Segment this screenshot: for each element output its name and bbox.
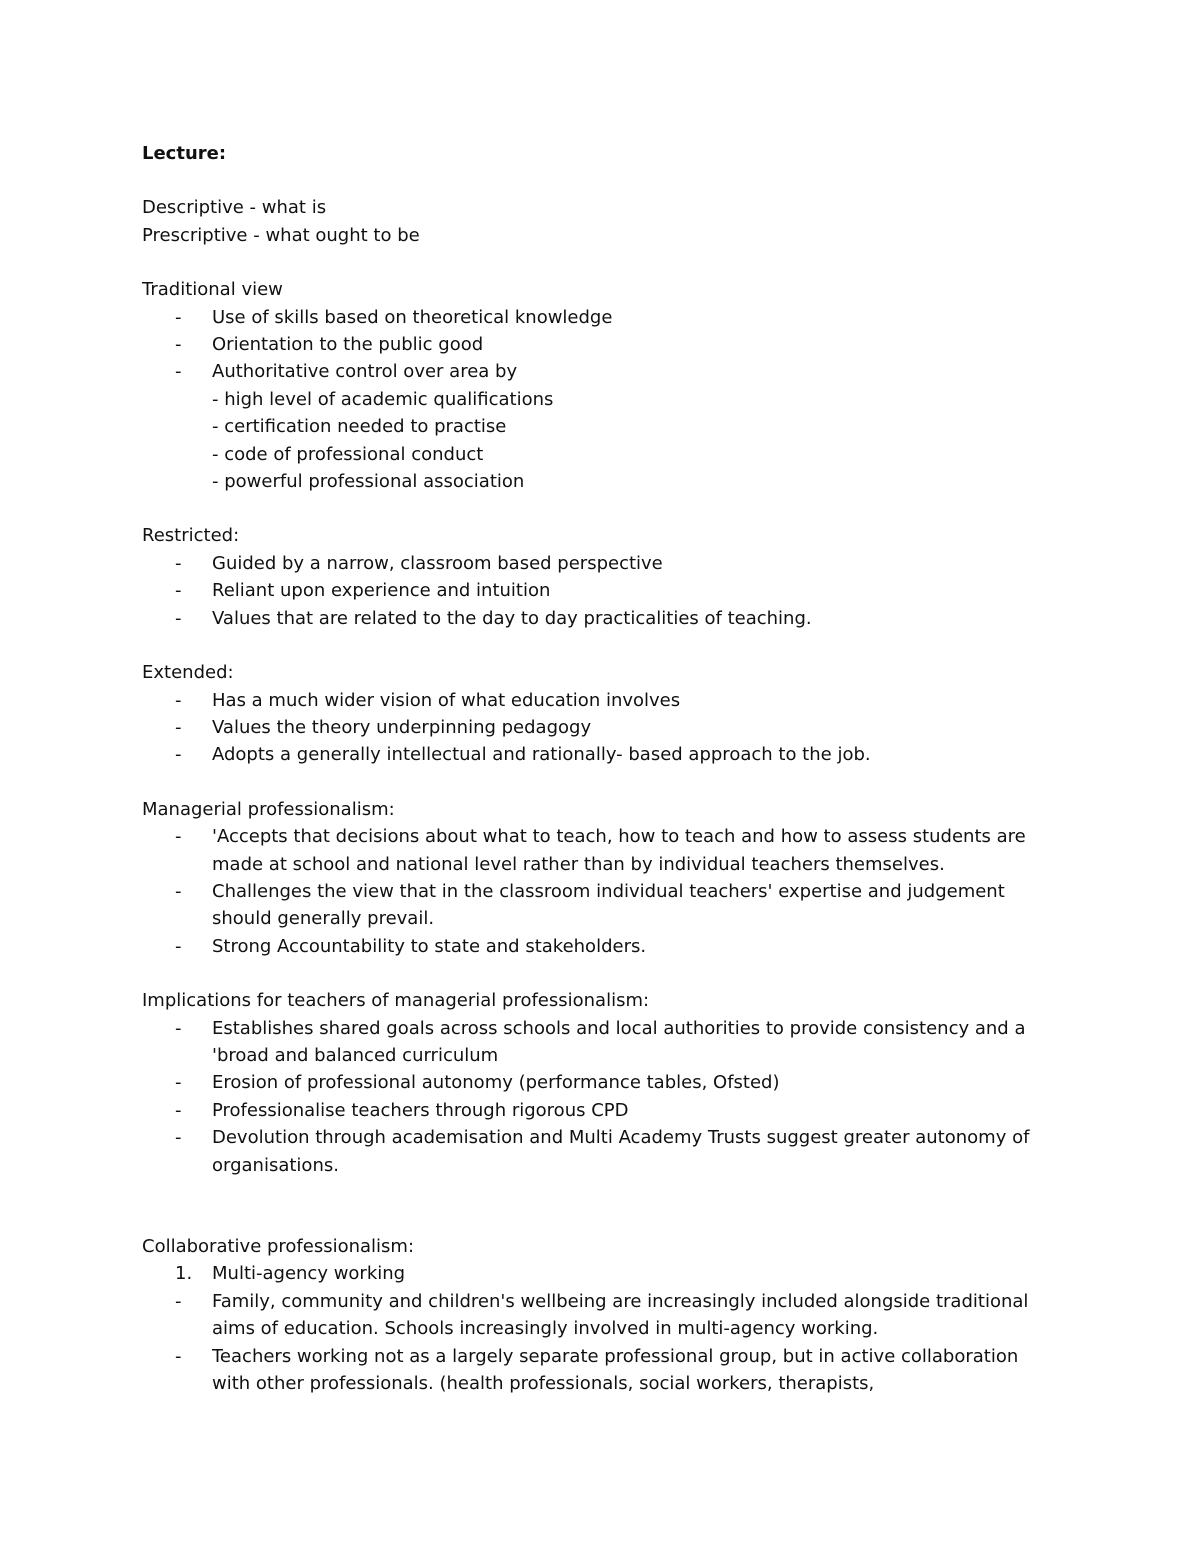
- list-item: [142, 878, 1062, 933]
- implications-heading: Implications for teachers of managerial professionalism:: [142, 990, 650, 1012]
- list-item: [142, 304, 1062, 331]
- list-item-text: Professionalise teachers through rigorous CPD: [212, 1099, 629, 1121]
- list-item: [142, 358, 1062, 385]
- list-item: [142, 933, 1062, 960]
- list-item: [142, 605, 1062, 632]
- sub-list-item: - certification needed to practise: [212, 416, 507, 438]
- list-item-text: Strong Accountability to state and stakeholders.: [212, 935, 647, 957]
- spacer: [142, 632, 1062, 659]
- bullet-marker: -: [175, 552, 182, 574]
- list-item-text: Establishes shared goals across schools and local authorities to provide consistency and a 'broad and balanced curriculum: [212, 1017, 1026, 1066]
- list-item: [142, 1069, 1062, 1096]
- definition-descriptive: Descriptive - what is: [142, 197, 327, 219]
- list-item: [142, 1288, 1062, 1343]
- list-item: [142, 577, 1062, 604]
- bullet-marker: -: [175, 826, 182, 848]
- number-marker: 1.: [175, 1263, 193, 1285]
- spacer: [142, 769, 1062, 796]
- extended-heading: Extended:: [142, 662, 234, 684]
- list-item: [142, 331, 1062, 358]
- list-item-text: Erosion of professional autonomy (performance tables, Ofsted): [212, 1072, 780, 1094]
- spacer: [142, 167, 1062, 194]
- sub-list-item: - code of professional conduct: [212, 443, 484, 465]
- bullet-marker: -: [175, 1099, 182, 1121]
- list-item-text: Reliant upon experience and intuition: [212, 580, 551, 602]
- bullet-marker: -: [175, 716, 182, 738]
- document-content: [142, 140, 1062, 1397]
- definition-prescriptive: Prescriptive - what ought to be: [142, 224, 420, 246]
- bullet-marker: -: [175, 935, 182, 957]
- sub-list-item: - powerful professional association: [212, 471, 525, 493]
- list-item: [142, 1015, 1062, 1070]
- collaborative-heading: Collaborative professionalism:: [142, 1236, 415, 1257]
- bullet-marker: -: [175, 361, 182, 383]
- bullet-marker: -: [175, 744, 182, 766]
- sub-list-item: - high level of academic qualifications: [212, 388, 554, 410]
- bullet-marker: -: [175, 880, 182, 902]
- traditional-heading: Traditional view: [142, 279, 283, 301]
- list-item-text: Multi-agency working: [212, 1263, 406, 1285]
- list-item: [142, 1343, 1062, 1398]
- bullet-marker: -: [175, 334, 182, 356]
- list-item-text: Challenges the view that in the classroom individual teachers' expertise and judgement should generally prevail.: [212, 880, 1005, 930]
- numbered-list-item: [142, 1260, 1062, 1287]
- spacer: [142, 495, 1062, 522]
- list-item-text: Teachers working not as a largely separate professional group, but in active collaboration with other professionals. (health professionals, social workers, therapists,: [212, 1345, 1019, 1395]
- list-item-text: Values that are related to the day to day practicalities of teaching.: [212, 607, 812, 629]
- list-item: [142, 1097, 1062, 1124]
- list-item-text: Guided by a narrow, classroom based perspective: [212, 552, 663, 574]
- list-item-text: Family, community and children's wellbeing are increasingly included alongside traditional aims of education. Schools increasingly involved in multi-agency working.: [212, 1290, 1029, 1340]
- bullet-marker: -: [175, 1017, 182, 1039]
- list-item-text: Devolution through academisation and Multi Academy Trusts suggest greater autonomy of organisations.: [212, 1127, 1030, 1176]
- list-item-text: Adopts a generally intellectual and rationally- based approach to the job.: [212, 744, 871, 766]
- list-item: [142, 550, 1062, 577]
- bullet-marker: -: [175, 1127, 182, 1149]
- bullet-marker: -: [175, 689, 182, 711]
- spacer: [142, 1179, 1062, 1233]
- bullet-marker: -: [175, 1290, 182, 1312]
- list-item-text: Has a much wider vision of what education involves: [212, 689, 681, 711]
- list-item-text: Use of skills based on theoretical knowledge: [212, 306, 613, 328]
- list-item: [142, 1124, 1062, 1179]
- bullet-marker: -: [175, 1072, 182, 1094]
- spacer: [142, 960, 1062, 987]
- list-item-text: Authoritative control over area by: [212, 361, 518, 383]
- bullet-marker: -: [175, 607, 182, 629]
- list-item: [142, 823, 1062, 878]
- restricted-heading: Restricted:: [142, 525, 240, 547]
- list-item: [142, 687, 1062, 714]
- lecture-title: Lecture:: [142, 143, 227, 164]
- list-item-text: Orientation to the public good: [212, 334, 484, 356]
- bullet-marker: -: [175, 306, 182, 328]
- list-item-text: Values the theory underpinning pedagogy: [212, 716, 592, 738]
- managerial-heading: Managerial professionalism:: [142, 798, 395, 820]
- bullet-marker: -: [175, 1345, 182, 1367]
- list-item: [142, 741, 1062, 768]
- list-item: [142, 714, 1062, 741]
- bullet-marker: -: [175, 580, 182, 602]
- list-item-text: 'Accepts that decisions about what to teach, how to teach and how to assess students are made at school and national level rather than by individual teachers themselves.: [212, 826, 1026, 875]
- spacer: [142, 249, 1062, 276]
